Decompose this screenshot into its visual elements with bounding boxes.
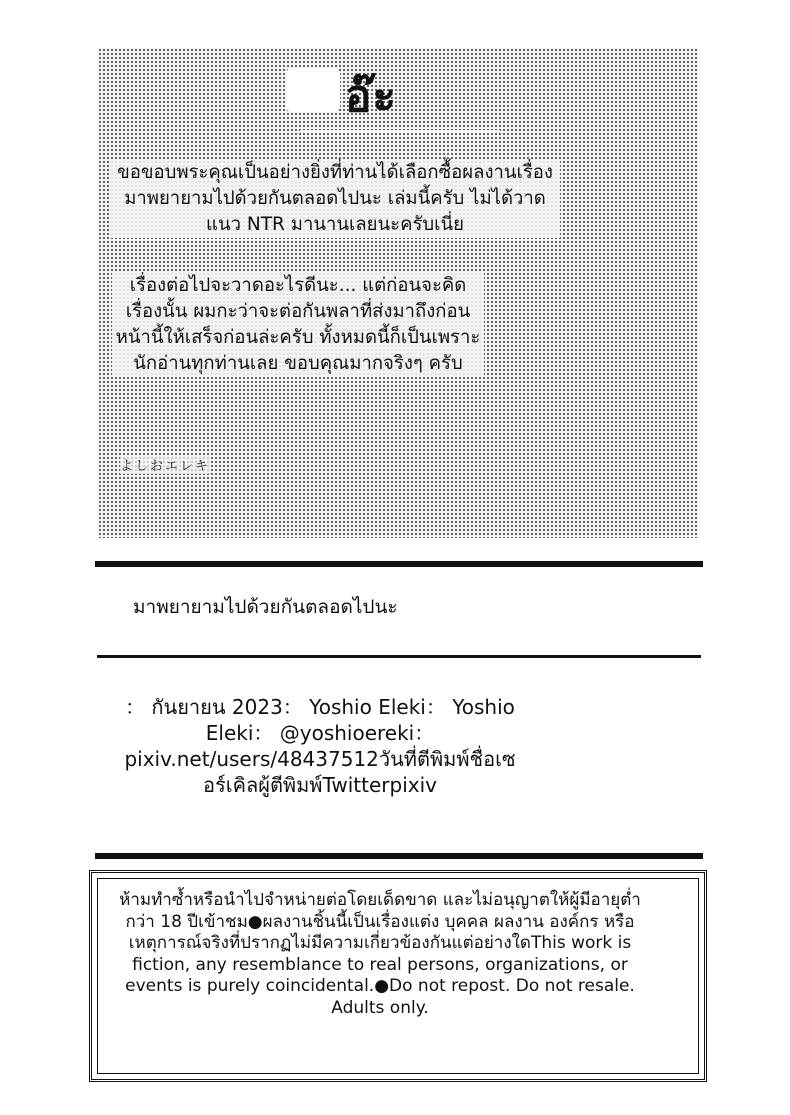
title-divider xyxy=(97,655,701,658)
thank-you-message: ขอขอบพระคุณเป็นอย่างยิ่งที่ท่านได้เลือกซื้อผลงานเรื่อง มาพยายามไปด้วยกันตลอดไปนะ เล่มนี้ครับ ไม่ได้วาดแนว NTR มานานเลยนะครับเนี่ย xyxy=(110,160,560,238)
heading-underline xyxy=(300,130,500,133)
top-divider xyxy=(95,561,703,567)
next-work-message: เรื่องต่อไปจะวาดอะไรดีนะ... แต่ก่อนจะคิดเรื่องนั้น ผมกะว่าจะต่อกันพลาที่ส่งมาถึงก่อนหน้านี้ให้เสร็จก่อนล่ะครับ ทั้งหมดนี้ก็เป็นเพราะนักอ่านทุกท่านเลย ขอบคุณมากจริงๆ ครับ xyxy=(112,273,484,377)
book-title: มาพยายามไปด้วยกันตลอดไปนะ xyxy=(133,596,398,618)
heading-whiteout xyxy=(286,68,340,112)
bottom-divider xyxy=(95,853,703,859)
copyright-notice: ห้ามทำซ้ำหรือนำไปจำหน่ายต่อโดยเด็ดขาด และไม่อนุญาตให้ผู้มีอายุต่ำกว่า 18 ปีเข้าชม●ผลงานชิ้นนี้เป็นเรื่องแต่ง บุคคล ผลงาน องค์กร หรือเหตุการณ์จริงที่ปรากฏไม่มีความเกี่ยวข้องกันแต่อย่างใดThis work is fiction, any resemblance to real persons, organizations, or events is purely coincidental.●Do not repost. Do not resale. Adults only. xyxy=(119,890,641,1018)
afterword-heading: อ๊ะ xyxy=(345,71,398,122)
publication-credits: ： กันยายน 2023： Yoshio Eleki： Yoshio Eleki： @yoshioereki： pixiv.net/users/48437512วันที่ตีพิมพ์ชื่อเซอร์เคิลผู้ตีพิมพ์Twitterpixiv xyxy=(124,695,516,797)
author-signature: よしおエレキ xyxy=(120,455,210,474)
